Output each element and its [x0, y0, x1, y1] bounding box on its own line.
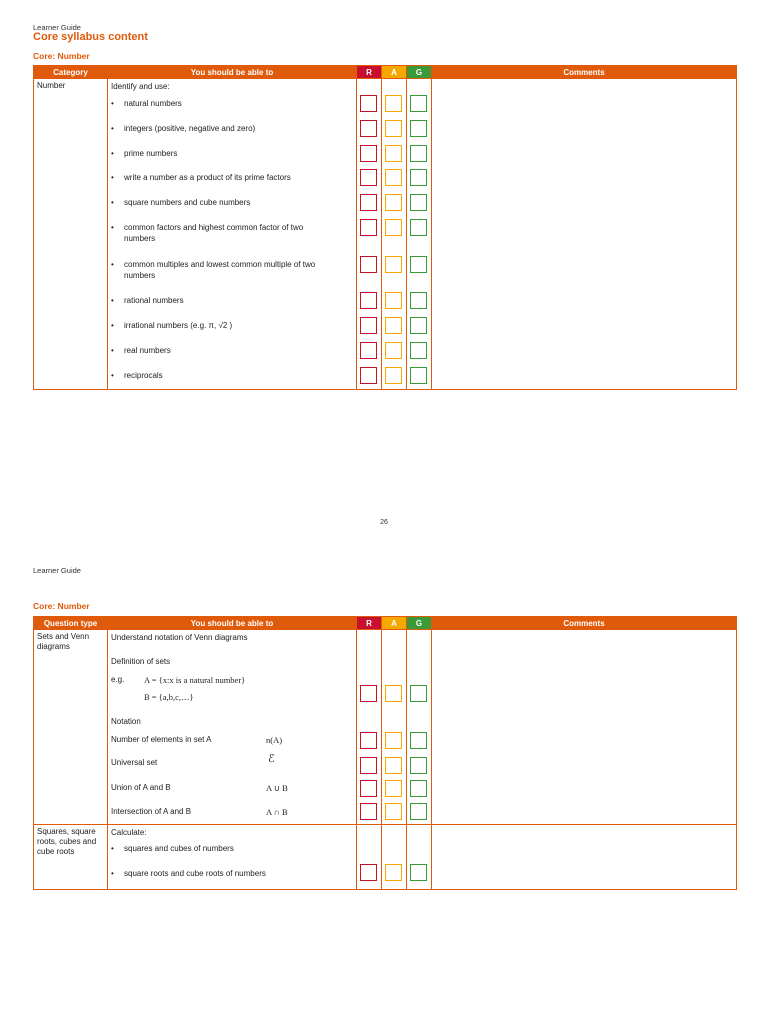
a-checkbox[interactable]	[385, 317, 402, 334]
g-column	[407, 630, 432, 825]
a-checkbox[interactable]	[385, 120, 402, 137]
page-number: 26	[380, 519, 388, 526]
g-column	[407, 825, 432, 890]
guide-label: Learner Guide	[33, 23, 81, 32]
g-checkbox[interactable]	[410, 256, 427, 273]
syllabus-table	[33, 65, 737, 390]
r-checkbox[interactable]	[360, 864, 377, 881]
r-column	[357, 825, 382, 890]
a-column	[382, 630, 407, 825]
a-column	[382, 79, 407, 390]
a-checkbox[interactable]	[385, 145, 402, 162]
r-checkbox[interactable]	[360, 757, 377, 774]
a-checkbox[interactable]	[385, 367, 402, 384]
header-comments: Comments	[432, 617, 737, 630]
a-checkbox[interactable]	[385, 757, 402, 774]
table-row	[34, 79, 737, 390]
header-question-type: Question type	[34, 617, 108, 630]
able-cell	[108, 630, 357, 825]
r-checkbox[interactable]	[360, 219, 377, 236]
r-checkbox[interactable]	[360, 685, 377, 702]
notation-label: Number of elements in set A	[111, 735, 212, 744]
header-category: Category	[34, 66, 108, 79]
g-column	[407, 79, 432, 390]
r-checkbox[interactable]	[360, 292, 377, 309]
a-checkbox[interactable]	[385, 169, 402, 186]
guide-label: Learner Guide	[33, 566, 81, 575]
page-title: Core syllabus content	[33, 31, 148, 43]
g-checkbox[interactable]	[410, 342, 427, 359]
comments-cell[interactable]	[432, 630, 737, 825]
g-checkbox[interactable]	[410, 120, 427, 137]
r-checkbox[interactable]	[360, 317, 377, 334]
notation-symbol: n(A)	[266, 735, 283, 745]
definition-heading: Definition of sets	[111, 657, 171, 666]
a-checkbox[interactable]	[385, 732, 402, 749]
r-checkbox[interactable]	[360, 145, 377, 162]
g-checkbox[interactable]	[410, 803, 427, 820]
page-27	[0, 512, 768, 1024]
able-cell: Identify and use: • natural numbers • integers (positive, negative and zero) • prime numbers • write a number as a product of its prime factors • square numbers and cube numbers • common factors and highest common factor of two numbers • common multiples and lowest common multiple of two numbers • rational numbers • irrational numbers (e.g. π, √2 ) • real numbers • reciprocals	[108, 79, 357, 390]
notation-heading: Notation	[111, 717, 141, 726]
g-checkbox[interactable]	[410, 95, 427, 112]
intro-text: Calculate:	[111, 828, 147, 837]
a-checkbox[interactable]	[385, 219, 402, 236]
table-row	[34, 630, 737, 825]
question-type-cell: Sets and Venn diagrams	[34, 630, 108, 825]
table-header-row	[34, 66, 737, 79]
header-r: R	[357, 66, 382, 79]
r-checkbox[interactable]	[360, 803, 377, 820]
eg-label: e.g.	[111, 675, 125, 684]
g-checkbox[interactable]	[410, 145, 427, 162]
r-checkbox[interactable]	[360, 732, 377, 749]
header-comments: Comments	[432, 66, 737, 79]
intro-text: Understand notation of Venn diagrams	[111, 633, 248, 642]
r-checkbox[interactable]	[360, 256, 377, 273]
header-a: A	[382, 66, 407, 79]
category-cell: Number	[34, 79, 108, 390]
g-checkbox[interactable]	[410, 194, 427, 211]
g-checkbox[interactable]	[410, 864, 427, 881]
g-checkbox[interactable]	[410, 317, 427, 334]
header-able: You should be able to	[108, 617, 357, 630]
table-header-row	[34, 617, 737, 630]
a-checkbox[interactable]	[385, 780, 402, 797]
syllabus-table	[33, 616, 737, 890]
r-column	[357, 79, 382, 390]
a-checkbox[interactable]	[385, 342, 402, 359]
notation-label: Intersection of A and B	[111, 807, 192, 816]
r-checkbox[interactable]	[360, 367, 377, 384]
header-g: G	[407, 66, 432, 79]
notation-label: Union of A and B	[111, 783, 171, 792]
r-checkbox[interactable]	[360, 194, 377, 211]
header-able: You should be able to	[108, 66, 357, 79]
a-checkbox[interactable]	[385, 864, 402, 881]
section-subtitle: Core: Number	[33, 51, 90, 61]
section-subtitle: Core: Number	[33, 601, 90, 611]
a-checkbox[interactable]	[385, 256, 402, 273]
table-row	[34, 825, 737, 890]
g-checkbox[interactable]	[410, 685, 427, 702]
a-column	[382, 825, 407, 890]
g-checkbox[interactable]	[410, 780, 427, 797]
r-checkbox[interactable]	[360, 780, 377, 797]
a-checkbox[interactable]	[385, 685, 402, 702]
r-column	[357, 630, 382, 825]
comments-cell[interactable]	[432, 825, 737, 890]
set-b-definition: B = {a,b,c,…}	[144, 692, 194, 702]
r-checkbox[interactable]	[360, 120, 377, 137]
set-a-definition: A = {x:x is a natural number}	[144, 675, 246, 685]
notation-label: Universal set	[111, 758, 158, 767]
notation-symbol: A ∪ B	[266, 783, 288, 793]
g-checkbox[interactable]	[410, 732, 427, 749]
a-checkbox[interactable]	[385, 194, 402, 211]
universal-set-symbol: ℰ	[268, 753, 275, 765]
notation-symbol: A ∩ B	[266, 807, 288, 817]
able-cell: Calculate: • squares and cubes of numbers • square roots and cube roots of numbers	[108, 825, 357, 890]
r-checkbox[interactable]	[360, 342, 377, 359]
g-checkbox[interactable]	[410, 169, 427, 186]
g-checkbox[interactable]	[410, 219, 427, 236]
header-r: R	[357, 617, 382, 630]
a-checkbox[interactable]	[385, 95, 402, 112]
comments-cell[interactable]	[432, 79, 737, 390]
intro-text: Identify and use:	[111, 82, 170, 91]
a-checkbox[interactable]	[385, 292, 402, 309]
header-a: A	[382, 617, 407, 630]
a-checkbox[interactable]	[385, 803, 402, 820]
r-checkbox[interactable]	[360, 95, 377, 112]
question-type-cell: Squares, square roots, cubes and cube roots	[34, 825, 108, 890]
header-g: G	[407, 617, 432, 630]
r-checkbox[interactable]	[360, 169, 377, 186]
g-checkbox[interactable]	[410, 757, 427, 774]
g-checkbox[interactable]	[410, 367, 427, 384]
g-checkbox[interactable]	[410, 292, 427, 309]
